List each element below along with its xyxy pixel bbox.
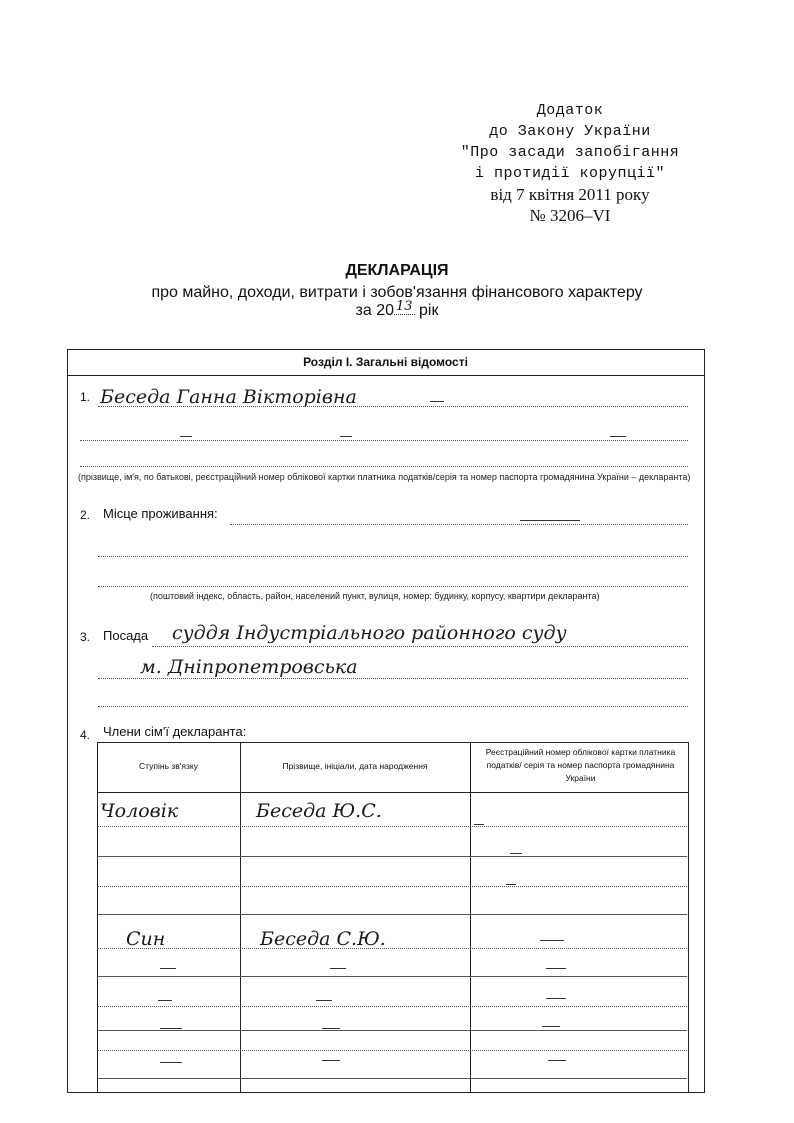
item3-number: 3. <box>80 630 91 644</box>
col-header-reg-number: Реєстраційний номер облікової картки платника податків/ серія та номер паспорта громадянина України <box>485 747 676 783</box>
position-value-line2: м. Дніпропетровська <box>140 656 358 678</box>
position-value: суддя Індустріального районного суду <box>172 622 567 644</box>
residence-label: Місце проживання: <box>103 506 218 521</box>
table-row-line <box>97 856 687 857</box>
dash-mark <box>322 1060 340 1061</box>
dash-mark <box>546 968 566 969</box>
annex-line: Додаток <box>536 102 604 119</box>
annex-line: до Закону України <box>489 123 651 140</box>
dash-mark <box>160 1028 182 1029</box>
family-table <box>97 742 689 1093</box>
section-title: Розділ І. Загальні відомості <box>67 349 704 376</box>
dash-mark <box>160 968 176 969</box>
fill-line <box>80 440 688 441</box>
table-row-line <box>97 914 687 915</box>
table-row-line <box>97 1006 687 1007</box>
redaction-mark <box>610 436 626 437</box>
redaction-mark <box>474 824 484 825</box>
table-row-line <box>97 1050 687 1051</box>
item4-number: 4. <box>80 728 91 742</box>
col-header-name: Прізвище, ініціали, дата народження <box>282 761 428 771</box>
fill-line <box>98 678 688 679</box>
table-row-line <box>97 1078 687 1079</box>
redaction-mark <box>520 520 580 521</box>
dash-mark <box>548 1060 566 1061</box>
dash-mark <box>540 940 564 941</box>
dash-mark <box>158 1000 172 1001</box>
fill-line <box>98 586 688 587</box>
item2-number: 2. <box>80 508 91 522</box>
table-row-line <box>97 826 687 827</box>
annex-law-number: № 3206–VI <box>529 206 611 225</box>
table-col-divider <box>240 742 241 1092</box>
table-row-line <box>97 1030 687 1031</box>
fill-line <box>98 706 688 707</box>
position-label: Посада <box>103 628 149 643</box>
declaration-year <box>0 299 794 320</box>
dash-mark <box>322 1028 340 1029</box>
annex-header <box>420 100 720 226</box>
redaction-mark <box>180 436 192 437</box>
annex-line: і протидії корупції" <box>474 165 666 182</box>
declarant-name: Беседа Ганна Вікторівна <box>100 386 357 408</box>
family-name: Беседа Ю.С. <box>256 800 382 822</box>
year-prefix: за 20 <box>355 302 395 319</box>
redaction-mark <box>340 436 352 437</box>
family-relation: Син <box>126 928 166 950</box>
table-col-divider <box>470 742 471 1092</box>
redaction-mark <box>430 401 444 402</box>
redaction-mark <box>506 884 516 885</box>
fill-line <box>80 466 688 467</box>
family-name: Беседа С.Ю. <box>260 928 386 950</box>
family-relation: Чоловік <box>100 800 179 822</box>
dash-mark <box>330 968 346 969</box>
family-label: Члени сім'ї декларанта: <box>103 724 247 739</box>
item1-caption: (прізвище, ім'я, по батькові, реєстраційний номер облікової картки платника податків/серія та номер паспорта громадянина України – декларанта) <box>78 472 691 482</box>
declaration-subtitle: про майно, доходи, витрати і зобов'язання фінансового характеру <box>151 284 643 301</box>
item1-number: 1. <box>80 390 91 404</box>
annex-date: від 7 квітня 2011 року <box>490 185 650 204</box>
year-suffix: рік <box>419 302 439 319</box>
fill-line <box>98 556 688 557</box>
fill-line <box>230 524 688 525</box>
dash-mark <box>316 1000 332 1001</box>
table-row-line <box>97 976 687 977</box>
table-row-line <box>97 886 687 887</box>
fill-line <box>152 646 688 647</box>
dash-mark <box>542 1026 560 1027</box>
table-row-line <box>97 948 687 949</box>
table-header-divider <box>97 792 688 793</box>
redaction-mark <box>510 853 522 854</box>
dash-mark <box>546 998 566 999</box>
col-header-relation: Ступінь зв'язку <box>139 761 198 771</box>
item2-caption: (поштовий індекс, область, район, населений пункт, вулиця, номер: будинку, корпусу, квартири декларанта) <box>150 591 600 601</box>
annex-line: "Про засади запобігання <box>460 144 680 161</box>
dash-mark <box>160 1062 182 1063</box>
fill-line <box>98 406 688 407</box>
year-handwritten: 13 <box>396 299 413 314</box>
declaration-title: ДЕКЛАРАЦІЯ <box>345 262 449 279</box>
